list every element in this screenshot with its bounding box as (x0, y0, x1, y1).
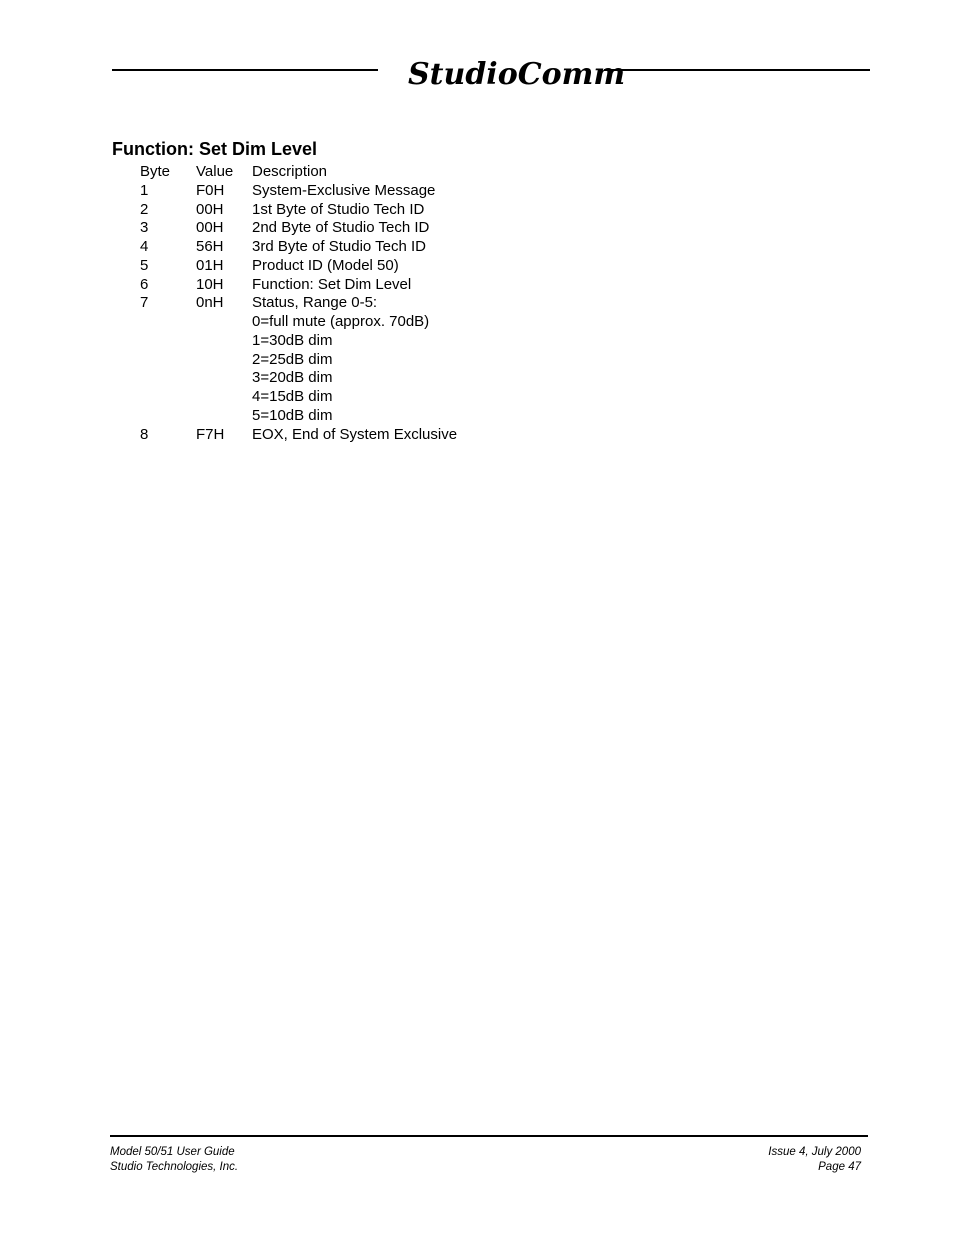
description-cell: 3=20dB dim (252, 369, 333, 387)
value-cell (196, 313, 252, 332)
table-row (140, 388, 457, 407)
description-cell: 3rd Byte of Studio Tech ID (252, 238, 426, 255)
byte-cell (140, 407, 196, 426)
table-row (140, 257, 457, 276)
byte-cell: 5 (140, 256, 149, 274)
byte-cell: 3 (140, 219, 149, 237)
table-body (140, 182, 457, 445)
description-cell: 2=25dB dim (252, 350, 333, 368)
description-cell: Product ID (Model 50) (252, 256, 399, 274)
value-cell (196, 332, 252, 351)
header-rule-left (112, 69, 378, 71)
footer-right (768, 1145, 861, 1175)
byte-cell (140, 369, 196, 388)
byte-cell: 6 (140, 275, 149, 293)
footer-guide-title: Model 50/51 User Guide (110, 1146, 235, 1158)
table-row (140, 238, 457, 257)
byte-cell: 8 (140, 425, 149, 443)
column-header-byte: Byte (140, 163, 171, 180)
table-header-row (140, 163, 457, 182)
description-cell: EOX, End of System Exclusive (252, 425, 458, 443)
footer-page-number: Page 47 (818, 1161, 861, 1173)
table-row (140, 182, 457, 201)
byte-cell: 7 (140, 294, 149, 312)
value-cell: 0nH (196, 294, 224, 312)
value-cell (196, 407, 252, 426)
description-cell: 1=30dB dim (252, 331, 333, 349)
table-row (140, 332, 457, 351)
byte-cell (140, 332, 196, 351)
header-rule-right (604, 69, 870, 71)
logo-wordmark: StudioComm (408, 57, 626, 92)
studiocomm-logo (386, 52, 626, 98)
table-row (140, 294, 457, 313)
byte-cell: 1 (140, 181, 149, 199)
column-header-value: Value (196, 163, 234, 180)
table-row (140, 407, 457, 426)
table-row (140, 426, 457, 445)
table-row (140, 369, 457, 388)
value-cell (196, 388, 252, 407)
description-cell: 0=full mute (approx. 70dB) (252, 313, 430, 330)
description-cell: System-Exclusive Message (252, 181, 436, 199)
table-row (140, 201, 457, 220)
footer-issue: Issue 4, July 2000 (768, 1146, 861, 1158)
description-cell: Function: Set Dim Level (252, 275, 412, 293)
byte-cell (140, 388, 196, 407)
table-row (140, 219, 457, 238)
value-cell: 01H (196, 256, 224, 274)
footer-rule (110, 1135, 868, 1137)
value-cell: 00H (196, 219, 224, 237)
logo-graphic (386, 52, 626, 98)
table-row (140, 313, 457, 332)
byte-cell: 4 (140, 238, 149, 255)
footer-left (110, 1145, 238, 1175)
description-cell: 1st Byte of Studio Tech ID (252, 200, 425, 218)
value-cell (196, 369, 252, 388)
table-row (140, 276, 457, 295)
table-row (140, 351, 457, 370)
byte-cell (140, 351, 196, 370)
description-cell: 5=10dB dim (252, 406, 333, 424)
footer-company: Studio Technologies, Inc. (110, 1161, 239, 1173)
value-cell: 10H (196, 275, 224, 293)
value-cell: 00H (196, 200, 224, 218)
description-cell: 4=15dB dim (252, 388, 333, 405)
section-title: Function: Set Dim Level (112, 139, 318, 159)
description-cell: Status, Range 0-5: (252, 294, 378, 312)
byte-cell: 2 (140, 200, 149, 218)
value-cell: F7H (196, 425, 225, 443)
sysex-table (140, 163, 457, 444)
value-cell: F0H (196, 181, 225, 199)
value-cell: 56H (196, 238, 224, 255)
value-cell (196, 351, 252, 370)
description-cell: 2nd Byte of Studio Tech ID (252, 219, 430, 237)
column-header-description: Description (252, 163, 328, 180)
byte-cell (140, 313, 196, 332)
